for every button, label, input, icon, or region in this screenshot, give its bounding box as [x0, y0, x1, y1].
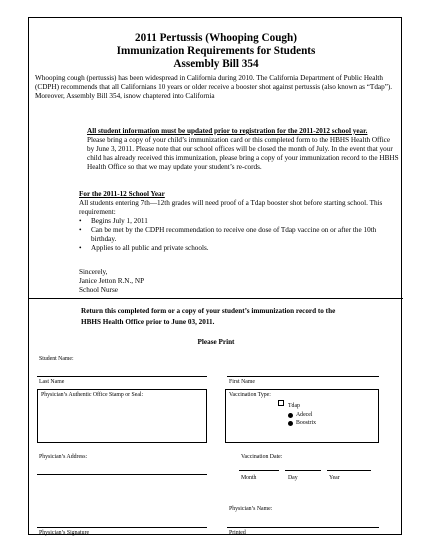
notice-heading: All student information must be updated prior to registration for the 2011-2012 school year.	[87, 127, 368, 135]
list-item-text: Begins July 1, 2011	[91, 217, 148, 225]
closing: Sincerely,	[79, 268, 108, 276]
bullet-icon: •	[79, 244, 82, 252]
signer-name: Janice Jetton R.N., NP	[79, 277, 145, 285]
physician-name-label: Physician’s Name:	[229, 506, 273, 512]
year-field[interactable]	[327, 470, 371, 471]
first-name-label: First Name	[229, 379, 255, 385]
signature-block	[79, 268, 144, 295]
requirement-list	[79, 217, 397, 253]
student-name-label: Student Name:	[39, 356, 74, 362]
vaccination-date-label: Vaccination Date:	[241, 454, 283, 460]
notice-block	[87, 127, 399, 172]
first-name-field[interactable]	[227, 376, 379, 377]
boostrix-label: Boostrix	[296, 420, 316, 426]
last-name-label: Last Name	[39, 379, 65, 385]
return-instructions	[81, 306, 381, 328]
return-line-1: Return this completed form or a copy of your student’s immunization record to the	[81, 307, 336, 315]
notice-body: Please bring a copy of your child’s immunization card or this completed form to the HBHS Health Office by June 3, 2011. Please note that our school offices will be closed the month of July. In the event that your child has already received this immunization, please bring a copy of your immunization record to the HBHS Health Office so that we may update your student’s re-cords.	[87, 136, 399, 171]
tdap-checkbox[interactable]	[278, 400, 284, 406]
tdap-label: Tdap	[288, 403, 300, 409]
physician-signature-field[interactable]	[37, 527, 207, 528]
adacel-label: Adecel	[296, 412, 313, 418]
list-item-text: Applies to all public and private schools.	[91, 244, 209, 252]
year-heading: For the 2011-12 School Year	[79, 190, 165, 198]
physician-address-label: Physician’s Address:	[39, 454, 88, 460]
title-line-2: Immunization Requirements for Students	[116, 45, 316, 57]
requirement-text: All students entering 7th—12th grades will need proof of a Tdap booster shot before starting school. This requirement:	[79, 199, 383, 216]
list-item	[79, 244, 397, 253]
please-print-heading: Please Print	[197, 338, 235, 346]
month-label: Month	[241, 475, 257, 481]
title-line-1: 2011 Pertussis (Whooping Cough)	[135, 32, 297, 44]
day-label: Day	[288, 475, 298, 481]
month-field[interactable]	[239, 470, 279, 471]
signer-role: School Nurse	[79, 286, 118, 294]
section-divider	[29, 298, 403, 299]
list-item	[79, 217, 397, 226]
title-line-3: Assembly Bill 354	[173, 58, 259, 70]
vaccination-type-label: Vaccination Type:	[229, 392, 271, 398]
list-item	[79, 226, 397, 244]
return-line-2: HBHS Health Office prior to June 03, 2011.	[81, 318, 215, 326]
boostrix-radio[interactable]	[288, 421, 293, 426]
physician-address-field[interactable]	[37, 474, 207, 475]
adacel-radio[interactable]	[288, 413, 293, 418]
stamp-label: Physician’s Authentic Office Stamp or Seal:	[41, 392, 144, 398]
day-field[interactable]	[285, 470, 321, 471]
printed-label: Printed	[229, 530, 246, 536]
bullet-icon: •	[79, 217, 82, 225]
vaccination-type-box	[225, 389, 379, 443]
list-item-text: Can be met by the CDPH recommendation to receive one dose of Tdap vaccine on or after the 10th birthday.	[91, 226, 377, 243]
year-label: Year	[329, 475, 340, 481]
stamp-box[interactable]	[37, 389, 207, 443]
physician-signature-label: Physician’s Signature	[39, 530, 90, 536]
bullet-icon: •	[79, 226, 82, 234]
last-name-field[interactable]	[37, 376, 207, 377]
intro-paragraph: Whooping cough (pertussis) has been widespread in California during 2010. The California Department of Public Health (CDPH) recommends that all Californians 10 years or older receive a booster shot against pertussis (also known as “Tdap”). Moreover, Assembly Bill 354, isnow chaptered into California	[35, 74, 393, 100]
form-page	[28, 17, 402, 535]
printed-name-field[interactable]	[227, 527, 379, 528]
